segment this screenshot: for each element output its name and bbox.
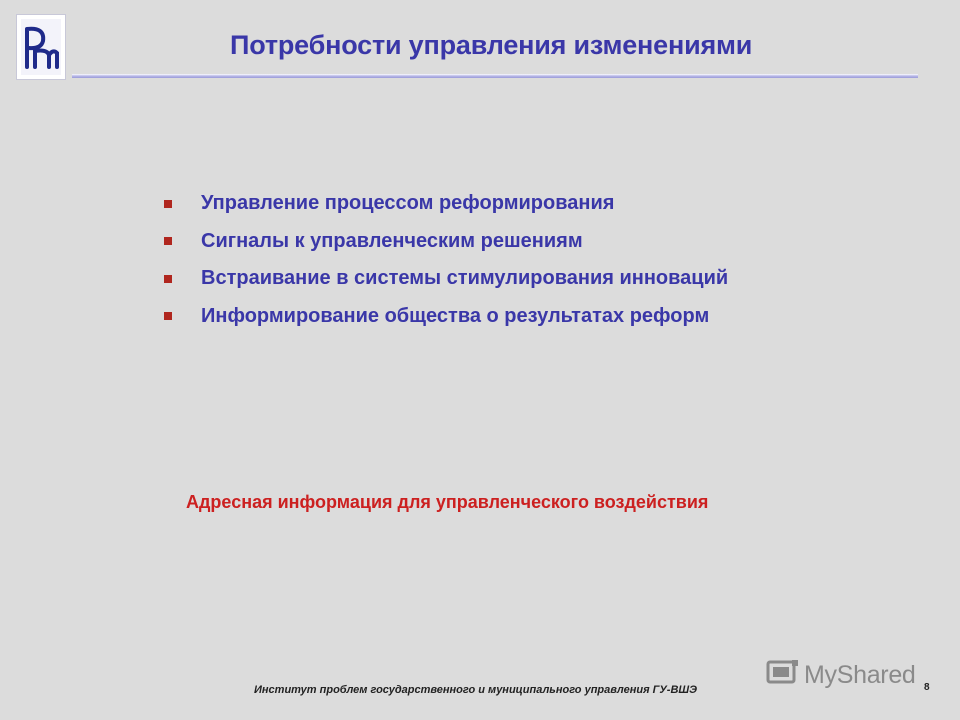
myshared-logo-icon (766, 658, 800, 693)
bullet-list (164, 185, 728, 335)
title-divider (72, 74, 918, 78)
bullet-text: Управление процессом реформирования (201, 192, 615, 215)
callout-text: Адресная информация для управленческого воздействия (186, 492, 709, 512)
square-bullet-icon (164, 200, 172, 208)
bullet-text: Информирование общества о результатах реформ (201, 304, 710, 327)
list-item (164, 185, 728, 223)
page-number: 8 (924, 682, 930, 693)
list-item (164, 260, 728, 298)
square-bullet-icon (164, 237, 172, 245)
footer-text: Институт проблем государственного и муниципального управления ГУ-ВШЭ (254, 684, 698, 696)
hse-logo-icon (16, 14, 66, 80)
watermark-text: MyShared (804, 661, 916, 689)
bullet-text: Сигналы к управленческим решениям (201, 229, 583, 252)
square-bullet-icon (164, 312, 172, 320)
square-bullet-icon (164, 275, 172, 283)
bullet-text: Встраивание в системы стимулирования инноваций (201, 267, 729, 290)
watermark (766, 658, 916, 693)
list-item (164, 223, 728, 261)
list-item (164, 298, 728, 336)
slide-title: Потребности управления изменениями (230, 30, 753, 60)
